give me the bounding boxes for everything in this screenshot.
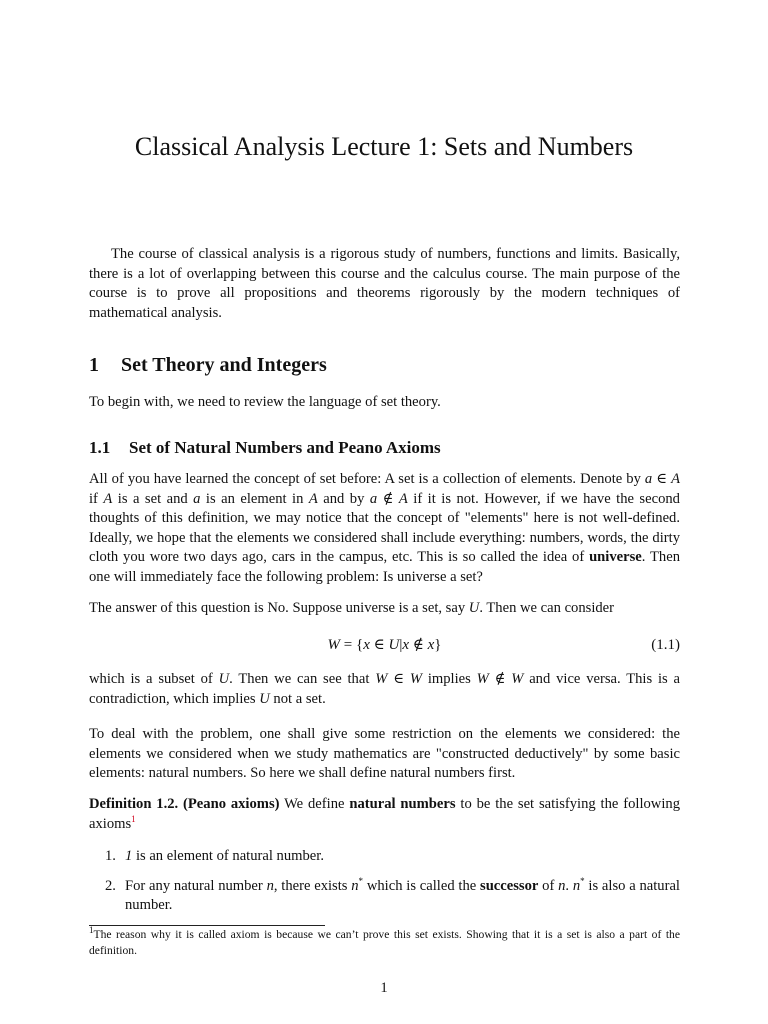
paragraph-restriction: To deal with the problem, one shall give some restriction on the elements we considered: the elements we considered when we study mathematics are "constructed deductively" by some basic elements: natural numbers. So here we shall define natural numbers first. bbox=[89, 726, 680, 782]
text-run: which is called the bbox=[363, 877, 481, 894]
math-U: U bbox=[388, 637, 400, 653]
text-run: which is a subset of bbox=[89, 671, 219, 687]
math-U: U bbox=[259, 690, 270, 707]
math-star: * bbox=[580, 875, 585, 886]
list-item-label: 1. bbox=[105, 848, 116, 864]
math-A: A bbox=[671, 471, 680, 487]
math-n: n bbox=[266, 877, 274, 894]
math-symbol: | bbox=[399, 637, 403, 653]
section-intro: To begin with, we need to review the language of set theory. bbox=[89, 394, 441, 410]
text-run: if bbox=[89, 490, 104, 507]
section-heading bbox=[89, 352, 327, 378]
text-run: is an element of natural number. bbox=[132, 848, 324, 864]
definition-label: Definition 1.2. bbox=[89, 796, 179, 812]
definition-name: (Peano axioms) bbox=[183, 796, 280, 812]
text-run: is a set and bbox=[112, 490, 194, 507]
text-run: and vice versa. This is a contradiction, which implies bbox=[89, 671, 680, 707]
math-star: * bbox=[358, 875, 364, 886]
math-symbol: = { bbox=[340, 637, 364, 653]
math-in: ∈ bbox=[387, 671, 410, 687]
math-W: W bbox=[511, 671, 524, 687]
footnote-link[interactable]: 1 bbox=[131, 813, 136, 824]
math-U: U bbox=[218, 671, 230, 687]
paragraph-answer bbox=[89, 599, 680, 619]
page-title: Classical Analysis Lecture 1: Sets and Numbers bbox=[134, 132, 634, 161]
math-symbol: ∉ bbox=[409, 637, 428, 653]
abstract-paragraph: The course of classical analysis is a rigorous study of numbers, functions and limits. Basically, there is a lot of overlapping between this course and the calculus course. The main purpose of the course is to prove all propositions and theorems rigorously by the modern techniques of mathematical analysis. bbox=[89, 246, 680, 321]
math-symbol: } bbox=[434, 637, 442, 653]
math-n: n bbox=[351, 877, 359, 894]
paragraph-set-definition bbox=[89, 470, 680, 588]
text-run: . Then one will immediately face the following problem: Is universe a set? bbox=[89, 549, 680, 585]
math-a: a bbox=[369, 490, 378, 507]
math-W: W bbox=[476, 671, 489, 687]
equation-1-1 bbox=[89, 634, 680, 656]
page-number: 1 bbox=[380, 980, 388, 996]
list-item-label: 2. bbox=[105, 877, 116, 894]
text-run: . Then we can consider bbox=[479, 600, 615, 616]
math-W: W bbox=[375, 671, 388, 687]
subsection-number: 1.1 bbox=[89, 438, 111, 457]
paragraph-contradiction bbox=[89, 670, 680, 709]
footnote bbox=[89, 927, 680, 959]
math-U: U bbox=[468, 600, 480, 616]
math-notin: ∉ bbox=[488, 671, 512, 687]
text-run: For any natural number bbox=[125, 877, 267, 894]
text-run: , there exists bbox=[273, 877, 352, 894]
text-run: and by bbox=[317, 490, 370, 507]
footnote-text: The reason why it is called axiom is because we can’t prove this set exists. Showing that it is a set is also a part of the definition. bbox=[89, 928, 680, 957]
math-x: x bbox=[427, 637, 435, 653]
definition-1-2 bbox=[89, 795, 680, 834]
math-x: x bbox=[363, 637, 370, 653]
math-in: ∈ bbox=[652, 471, 672, 487]
text-run: The answer of this question is No. Suppose universe is a set, say bbox=[89, 600, 469, 616]
text-run: is an element in bbox=[200, 490, 309, 507]
footnote-mark: 1 bbox=[89, 925, 94, 936]
math-W: W bbox=[409, 671, 422, 687]
text-run: of bbox=[538, 877, 559, 894]
subsection-heading bbox=[89, 437, 441, 459]
bold-term-successor: successor bbox=[480, 877, 539, 894]
math-W: W bbox=[327, 637, 341, 653]
math-one: 1 bbox=[125, 848, 133, 864]
math-a: a bbox=[644, 471, 653, 487]
footnote-divider bbox=[89, 925, 325, 926]
equation-body bbox=[89, 634, 680, 656]
bold-term-universe: universe bbox=[589, 549, 642, 566]
section-title: Set Theory and Integers bbox=[121, 354, 327, 376]
math-n: n bbox=[572, 877, 581, 894]
text-run: All of you have learned the concept of set before: A set is a collection of elements. Denote by bbox=[89, 471, 645, 487]
text-run: . bbox=[565, 877, 573, 894]
subsection-title: Set of Natural Numbers and Peano Axioms bbox=[129, 438, 441, 457]
math-x: x bbox=[402, 637, 409, 653]
axiom-list bbox=[89, 847, 680, 916]
list-item bbox=[89, 877, 680, 916]
math-A: A bbox=[308, 490, 318, 507]
text-run: to be the set satisfying the following axioms bbox=[89, 796, 680, 832]
equation-number: (1.1) bbox=[651, 637, 680, 653]
math-A: A bbox=[398, 490, 408, 507]
text-run: We define bbox=[279, 796, 350, 812]
text-run: is also a natural number. bbox=[125, 877, 680, 914]
math-n: n bbox=[558, 877, 566, 894]
text-run: . Then we can see that bbox=[229, 671, 376, 687]
section-number: 1 bbox=[89, 354, 99, 376]
math-notin: ∉ bbox=[377, 490, 399, 507]
text-run: implies bbox=[422, 671, 477, 687]
text-run: not a set. bbox=[269, 690, 326, 707]
math-symbol: ∈ bbox=[369, 637, 389, 653]
bold-term-natural-numbers: natural numbers bbox=[349, 796, 456, 812]
math-a: a bbox=[193, 490, 201, 507]
text-run: if it is not. However, if we have the second thoughts of this definition, we may notice that the concept of "elements" here is not well-defined. Ideally, we hope that the elements we considered shall include everything: numbers, words, the dirty cloth you wore two days ago, cars in the campus, etc. This is so called the idea of bbox=[89, 490, 680, 566]
list-item bbox=[89, 847, 680, 867]
math-A: A bbox=[103, 490, 113, 507]
